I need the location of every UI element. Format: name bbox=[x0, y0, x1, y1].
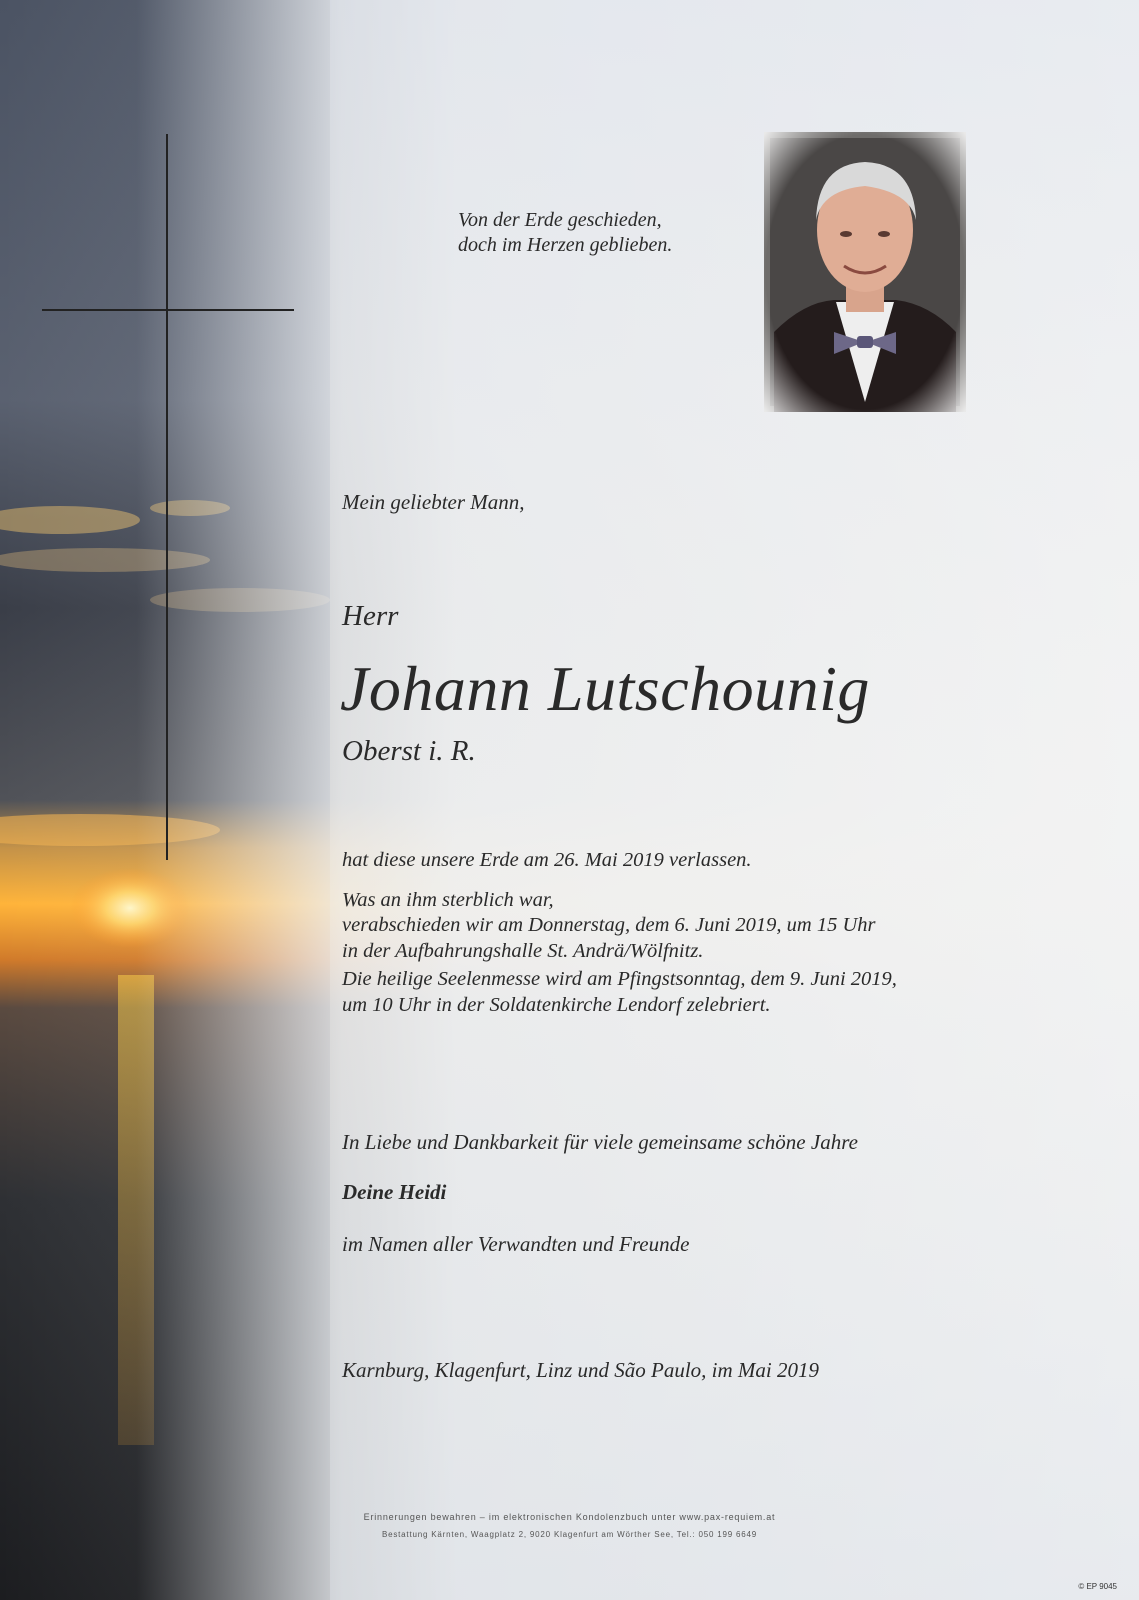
farewell-line-2: verabschieden wir am Donnerstag, dem 6. Juni 2019, um 15 Uhr bbox=[342, 914, 876, 936]
farewell-line-3: in der Aufbahrungshalle St. Andrä/Wölfnitz. bbox=[342, 939, 704, 962]
memorial-verse bbox=[458, 208, 672, 258]
intro-line: Mein geliebter Mann, bbox=[342, 490, 525, 514]
death-line: hat diese unsere Erde am 26. Mai 2019 verlassen. bbox=[342, 849, 752, 871]
notice-body bbox=[342, 848, 897, 1018]
cross-icon bbox=[40, 134, 296, 860]
print-code: © EP 9045 bbox=[1078, 1582, 1117, 1591]
verse-line-1: Von der Erde geschieden, bbox=[458, 209, 662, 231]
salutation: Herr bbox=[342, 600, 399, 632]
deceased-rank: Oberst i. R. bbox=[342, 735, 476, 767]
thanks-line: In Liebe und Dankbarkeit für viele gemeinsame schöne Jahre bbox=[342, 1130, 858, 1154]
mass-line-2: um 10 Uhr in der Soldatenkirche Lendorf zelebriert. bbox=[342, 993, 771, 1016]
mass-line-1: Die heilige Seelenmesse wird am Pfingstsonntag, dem 9. Juni 2019, bbox=[342, 968, 897, 990]
verse-line-2: doch im Herzen geblieben. bbox=[458, 234, 673, 256]
deceased-name: Johann Lutschounig bbox=[340, 653, 870, 724]
footer-address: Bestattung Kärnten, Waagplatz 2, 9020 Klagenfurt am Wörther See, Tel.: 050 199 6649 bbox=[381, 1530, 758, 1539]
place-date: Karnburg, Klagenfurt, Linz und São Paulo, im Mai 2019 bbox=[342, 1358, 820, 1382]
footer-condolence: Erinnerungen bewahren – im elektronischen Kondolenzbuch unter www.pax-requiem.at bbox=[363, 1512, 776, 1522]
portrait-photo bbox=[764, 132, 966, 412]
farewell-line-1: Was an ihm sterblich war, bbox=[342, 888, 554, 911]
signature: Deine Heidi bbox=[342, 1180, 447, 1204]
on-behalf-line: im Namen aller Verwandten und Freunde bbox=[342, 1232, 690, 1256]
